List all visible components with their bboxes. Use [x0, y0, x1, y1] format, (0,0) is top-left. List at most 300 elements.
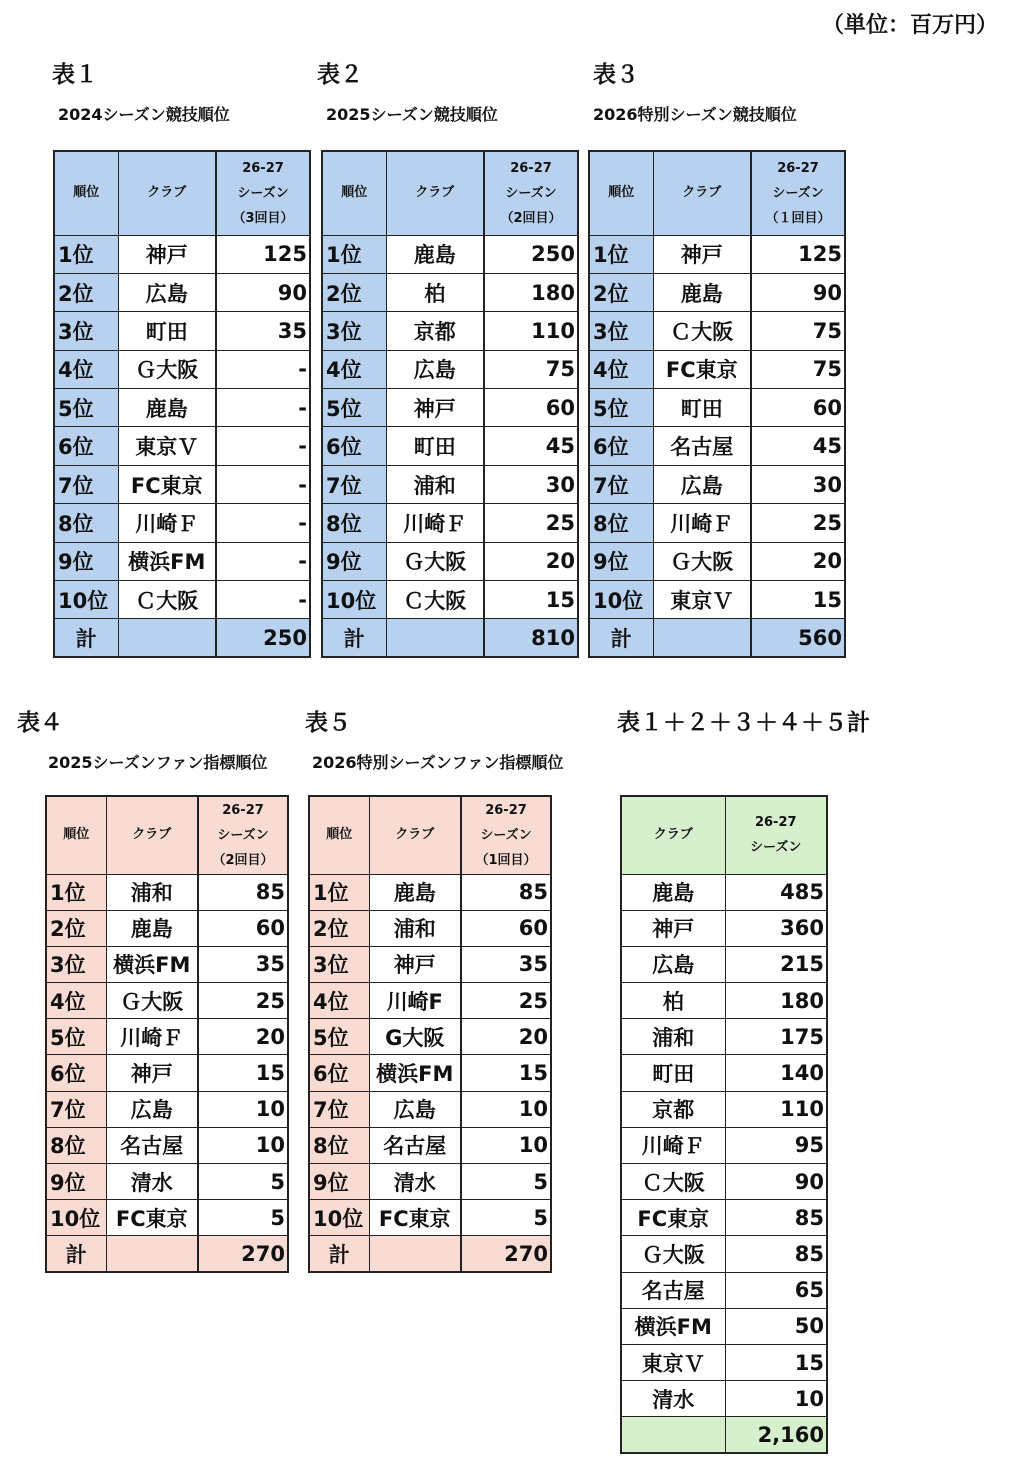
- table-row: [46, 1091, 288, 1127]
- summary-table: [620, 795, 828, 1454]
- value-cell: 60: [751, 389, 845, 427]
- header-value-line: シーズン: [505, 185, 557, 201]
- table-row: [309, 1019, 551, 1055]
- table-2-subtitle: 2025シーズン競技順位: [326, 105, 498, 124]
- total-label: 計: [589, 619, 653, 657]
- club-cell: Ｃ大阪: [118, 581, 216, 619]
- rank-cell: 3位: [322, 312, 386, 350]
- value-cell: 20: [751, 542, 845, 580]
- rank-cell: 6位: [54, 427, 118, 465]
- club-cell: 浦和: [106, 874, 198, 910]
- club-cell: 名古屋: [653, 427, 751, 465]
- table-row: [46, 1164, 288, 1200]
- table-row: [589, 581, 845, 619]
- value-cell: 60: [484, 389, 578, 427]
- club-cell: 神戸: [386, 389, 484, 427]
- table-5-title: 表５: [305, 710, 351, 736]
- table-row: [322, 350, 578, 388]
- rank-cell: 5位: [46, 1019, 106, 1055]
- value-cell: 15: [198, 1055, 288, 1091]
- header-club: クラブ: [106, 796, 198, 874]
- table-row: [322, 273, 578, 311]
- table-row: [46, 874, 288, 910]
- total-row: [621, 1417, 827, 1453]
- rank-cell: 3位: [589, 312, 653, 350]
- table-row: [322, 389, 578, 427]
- club-cell: 川崎Ｆ: [386, 504, 484, 542]
- rank-cell: 7位: [309, 1091, 369, 1127]
- table-row: [54, 581, 310, 619]
- rank-cell: 9位: [54, 542, 118, 580]
- total-label: 計: [54, 619, 118, 657]
- total-row: [54, 619, 310, 657]
- value-cell: 45: [484, 427, 578, 465]
- value-cell: 20: [198, 1019, 288, 1055]
- table-row: [589, 465, 845, 503]
- ranking-table-4: [45, 795, 289, 1273]
- rank-cell: 5位: [589, 389, 653, 427]
- table-row: [54, 465, 310, 503]
- ranking-table-1: [53, 150, 311, 658]
- table-row: [54, 235, 310, 273]
- club-cell: FC東京: [369, 1200, 461, 1236]
- value-cell: 50: [725, 1308, 827, 1344]
- value-cell: -: [216, 427, 310, 465]
- rank-cell: 9位: [309, 1164, 369, 1200]
- rank-cell: 3位: [309, 946, 369, 982]
- rank-cell: 8位: [322, 504, 386, 542]
- header-value-line: シーズン: [217, 827, 269, 843]
- table-row: [54, 273, 310, 311]
- rank-cell: 2位: [589, 273, 653, 311]
- total-row: [309, 1236, 551, 1272]
- value-cell: 75: [751, 350, 845, 388]
- header-value-line: （3回目）: [232, 210, 294, 226]
- header-rank: 順位: [322, 151, 386, 235]
- header-value: [216, 151, 310, 235]
- table-row: [621, 1381, 827, 1417]
- club-cell: Ｇ大阪: [106, 983, 198, 1019]
- rank-cell: 4位: [46, 983, 106, 1019]
- header-rank: 順位: [589, 151, 653, 235]
- table-row: [589, 542, 845, 580]
- table-row: [46, 910, 288, 946]
- value-cell: 250: [484, 235, 578, 273]
- table-row: [621, 1091, 827, 1127]
- value-cell: 20: [484, 542, 578, 580]
- total-value: 560: [751, 619, 845, 657]
- value-cell: 175: [725, 1019, 827, 1055]
- club-cell: 広島: [386, 350, 484, 388]
- club-cell: 町田: [386, 427, 484, 465]
- header-value: [461, 796, 551, 874]
- total-empty: [106, 1236, 198, 1272]
- club-cell: 神戸: [621, 910, 725, 946]
- value-cell: 45: [751, 427, 845, 465]
- value-cell: 140: [725, 1055, 827, 1091]
- value-cell: -: [216, 389, 310, 427]
- table-row: [589, 427, 845, 465]
- club-cell: 京都: [621, 1091, 725, 1127]
- rank-cell: 4位: [589, 350, 653, 388]
- total-empty: [653, 619, 751, 657]
- value-cell: 485: [725, 874, 827, 910]
- header-club: クラブ: [386, 151, 484, 235]
- club-cell: 町田: [621, 1055, 725, 1091]
- club-cell: 東京Ｖ: [621, 1344, 725, 1380]
- rank-cell: 3位: [46, 946, 106, 982]
- value-cell: 35: [461, 946, 551, 982]
- value-cell: 110: [484, 312, 578, 350]
- table-row: [46, 983, 288, 1019]
- club-cell: FC東京: [653, 350, 751, 388]
- rank-cell: 4位: [54, 350, 118, 388]
- club-cell: 名古屋: [621, 1272, 725, 1308]
- table-row: [46, 1200, 288, 1236]
- table-row: [621, 1055, 827, 1091]
- value-cell: 30: [484, 465, 578, 503]
- header-value: [484, 151, 578, 235]
- header-club: クラブ: [621, 796, 725, 874]
- rank-cell: 7位: [322, 465, 386, 503]
- rank-cell: 10位: [46, 1200, 106, 1236]
- rank-cell: 8位: [309, 1127, 369, 1163]
- rank-cell: 8位: [54, 504, 118, 542]
- rank-cell: 9位: [46, 1164, 106, 1200]
- table-row: [54, 389, 310, 427]
- ranking-table-3: [588, 150, 846, 658]
- club-cell: 清水: [106, 1164, 198, 1200]
- table-3-title: 表３: [593, 62, 639, 88]
- table-row: [322, 465, 578, 503]
- rank-cell: 2位: [54, 273, 118, 311]
- total-value: 810: [484, 619, 578, 657]
- club-cell: Ｃ大阪: [653, 312, 751, 350]
- club-cell: 神戸: [118, 235, 216, 273]
- value-cell: 10: [198, 1127, 288, 1163]
- value-cell: 65: [725, 1272, 827, 1308]
- club-cell: 川崎Ｆ: [106, 1019, 198, 1055]
- total-row: [46, 1236, 288, 1272]
- value-cell: 30: [751, 465, 845, 503]
- header-club: クラブ: [653, 151, 751, 235]
- table-row: [46, 946, 288, 982]
- total-row: [589, 619, 845, 657]
- value-cell: 85: [725, 1200, 827, 1236]
- value-cell: 180: [725, 983, 827, 1019]
- header-club: クラブ: [118, 151, 216, 235]
- total-label: 計: [309, 1236, 369, 1272]
- value-cell: 10: [461, 1127, 551, 1163]
- rank-cell: 6位: [322, 427, 386, 465]
- rank-cell: 2位: [46, 910, 106, 946]
- rank-cell: 1位: [309, 874, 369, 910]
- club-cell: Ｃ大阪: [386, 581, 484, 619]
- value-cell: 60: [198, 910, 288, 946]
- table-4-subtitle: 2025シーズンファン指標順位: [48, 753, 268, 772]
- table-row: [621, 1200, 827, 1236]
- club-cell: 浦和: [369, 910, 461, 946]
- value-cell: 25: [461, 983, 551, 1019]
- club-cell: 鹿島: [621, 874, 725, 910]
- table-row: [621, 874, 827, 910]
- club-cell: 広島: [106, 1091, 198, 1127]
- club-cell: 広島: [653, 465, 751, 503]
- total-empty: [118, 619, 216, 657]
- table-row: [309, 1200, 551, 1236]
- value-cell: 10: [725, 1381, 827, 1417]
- value-cell: 215: [725, 946, 827, 982]
- rank-cell: 6位: [589, 427, 653, 465]
- table-row: [621, 983, 827, 1019]
- header-value-line: シーズン: [237, 185, 289, 201]
- value-cell: 85: [461, 874, 551, 910]
- rank-cell: 2位: [309, 910, 369, 946]
- total-empty: [369, 1236, 461, 1272]
- table-row: [322, 312, 578, 350]
- table-row: [54, 504, 310, 542]
- header-rank: 順位: [309, 796, 369, 874]
- table-row: [621, 1019, 827, 1055]
- header-rank: 順位: [46, 796, 106, 874]
- value-cell: 85: [198, 874, 288, 910]
- value-cell: 60: [461, 910, 551, 946]
- value-cell: 35: [216, 312, 310, 350]
- header-value-line: シーズン: [772, 185, 824, 201]
- value-cell: -: [216, 504, 310, 542]
- header-value: [198, 796, 288, 874]
- table-row: [621, 1308, 827, 1344]
- table-row: [54, 350, 310, 388]
- rank-cell: 7位: [54, 465, 118, 503]
- club-cell: 川崎Ｆ: [621, 1127, 725, 1163]
- value-cell: 35: [198, 946, 288, 982]
- value-cell: 95: [725, 1127, 827, 1163]
- value-cell: 90: [725, 1164, 827, 1200]
- value-cell: 75: [484, 350, 578, 388]
- rank-cell: 1位: [46, 874, 106, 910]
- club-cell: Ｇ大阪: [621, 1236, 725, 1272]
- table-row: [309, 874, 551, 910]
- total-value: 250: [216, 619, 310, 657]
- club-cell: 東京Ｖ: [118, 427, 216, 465]
- rank-cell: 8位: [589, 504, 653, 542]
- club-cell: 柏: [386, 273, 484, 311]
- club-cell: 横浜FM: [621, 1308, 725, 1344]
- club-cell: 神戸: [106, 1055, 198, 1091]
- rank-cell: 7位: [46, 1091, 106, 1127]
- table-row: [621, 1272, 827, 1308]
- value-cell: 5: [461, 1164, 551, 1200]
- value-cell: 25: [751, 504, 845, 542]
- header-value-line: （2回目）: [212, 852, 274, 868]
- club-cell: 清水: [621, 1381, 725, 1417]
- rank-cell: 6位: [46, 1055, 106, 1091]
- club-cell: G大阪: [369, 1019, 461, 1055]
- value-cell: 15: [751, 581, 845, 619]
- club-cell: 川崎F: [369, 983, 461, 1019]
- table-row: [309, 983, 551, 1019]
- table-row: [309, 1164, 551, 1200]
- value-cell: 85: [725, 1236, 827, 1272]
- table-row: [309, 946, 551, 982]
- table-4-title: 表４: [17, 710, 63, 736]
- rank-cell: 10位: [309, 1200, 369, 1236]
- summary-title: 表１＋２＋３＋４＋５計: [617, 710, 870, 736]
- value-cell: 90: [751, 273, 845, 311]
- rank-cell: 10位: [322, 581, 386, 619]
- club-cell: 名古屋: [106, 1127, 198, 1163]
- table-row: [322, 542, 578, 580]
- club-cell: Ｇ大阪: [653, 542, 751, 580]
- value-cell: 180: [484, 273, 578, 311]
- rank-cell: 4位: [309, 983, 369, 1019]
- header-value-line: 26-27: [510, 160, 552, 176]
- rank-cell: 4位: [322, 350, 386, 388]
- header-value-line: 26-27: [222, 802, 264, 818]
- value-cell: 15: [484, 581, 578, 619]
- club-cell: 広島: [118, 273, 216, 311]
- club-cell: 柏: [621, 983, 725, 1019]
- ranking-table-5: [308, 795, 552, 1273]
- header-value-line: 26-27: [485, 802, 527, 818]
- header-club: クラブ: [369, 796, 461, 874]
- table-row: [589, 504, 845, 542]
- value-cell: 5: [461, 1200, 551, 1236]
- rank-cell: 5位: [54, 389, 118, 427]
- table-row: [309, 910, 551, 946]
- club-cell: 横浜FM: [118, 542, 216, 580]
- club-cell: 広島: [621, 946, 725, 982]
- table-row: [589, 273, 845, 311]
- header-value: [725, 796, 827, 874]
- club-cell: FC東京: [106, 1200, 198, 1236]
- total-value: 270: [461, 1236, 551, 1272]
- rank-cell: 5位: [309, 1019, 369, 1055]
- club-cell: FC東京: [118, 465, 216, 503]
- value-cell: 125: [216, 235, 310, 273]
- table-row: [589, 350, 845, 388]
- value-cell: 25: [198, 983, 288, 1019]
- header-value-line: （2回目）: [500, 210, 562, 226]
- table-row: [54, 312, 310, 350]
- header-value-line: （1回目）: [475, 852, 537, 868]
- value-cell: 10: [198, 1091, 288, 1127]
- unit-label: （単位：百万円）: [821, 13, 998, 38]
- rank-cell: 10位: [54, 581, 118, 619]
- club-cell: 浦和: [621, 1019, 725, 1055]
- ranking-table-2: [321, 150, 579, 658]
- value-cell: 15: [461, 1055, 551, 1091]
- table-row: [46, 1019, 288, 1055]
- header-value-line: シーズン: [750, 840, 802, 856]
- table-row: [322, 235, 578, 273]
- rank-cell: 1位: [54, 235, 118, 273]
- table-row: [621, 910, 827, 946]
- rank-cell: 2位: [322, 273, 386, 311]
- table-row: [589, 389, 845, 427]
- table-5-subtitle: 2026特別シーズンファン指標順位: [312, 753, 564, 772]
- rank-cell: 7位: [589, 465, 653, 503]
- rank-cell: 9位: [589, 542, 653, 580]
- table-3-subtitle: 2026特別シーズン競技順位: [593, 105, 797, 124]
- rank-cell: 10位: [589, 581, 653, 619]
- total-row: [322, 619, 578, 657]
- club-cell: 鹿島: [653, 273, 751, 311]
- table-row: [309, 1055, 551, 1091]
- table-row: [322, 504, 578, 542]
- rank-cell: 8位: [46, 1127, 106, 1163]
- value-cell: -: [216, 542, 310, 580]
- club-cell: 鹿島: [118, 389, 216, 427]
- club-cell: 町田: [653, 389, 751, 427]
- club-cell: Ｇ大阪: [386, 542, 484, 580]
- header-value-line: （１回目）: [765, 210, 831, 226]
- rank-cell: 5位: [322, 389, 386, 427]
- value-cell: 90: [216, 273, 310, 311]
- rank-cell: 1位: [322, 235, 386, 273]
- table-row: [322, 427, 578, 465]
- table-row: [589, 235, 845, 273]
- header-value: [751, 151, 845, 235]
- total-label: 計: [46, 1236, 106, 1272]
- club-cell: 神戸: [369, 946, 461, 982]
- total-label: 計: [322, 619, 386, 657]
- total-value: 2,160: [725, 1417, 827, 1453]
- value-cell: 125: [751, 235, 845, 273]
- total-value: 270: [198, 1236, 288, 1272]
- club-cell: 町田: [118, 312, 216, 350]
- value-cell: -: [216, 465, 310, 503]
- value-cell: 25: [484, 504, 578, 542]
- value-cell: 5: [198, 1200, 288, 1236]
- rank-cell: 1位: [589, 235, 653, 273]
- club-cell: 横浜FM: [369, 1055, 461, 1091]
- table-row: [621, 1344, 827, 1380]
- header-value-line: 26-27: [242, 160, 284, 176]
- club-cell: Ｇ大阪: [118, 350, 216, 388]
- rank-cell: 6位: [309, 1055, 369, 1091]
- value-cell: 20: [461, 1019, 551, 1055]
- header-rank: 順位: [54, 151, 118, 235]
- table-1-subtitle: 2024シーズン競技順位: [58, 105, 230, 124]
- value-cell: 360: [725, 910, 827, 946]
- table-row: [621, 1127, 827, 1163]
- club-cell: 名古屋: [369, 1127, 461, 1163]
- value-cell: 10: [461, 1091, 551, 1127]
- header-value-line: 26-27: [777, 160, 819, 176]
- value-cell: -: [216, 581, 310, 619]
- table-row: [589, 312, 845, 350]
- table-row: [322, 581, 578, 619]
- table-row: [621, 946, 827, 982]
- club-cell: 川崎Ｆ: [118, 504, 216, 542]
- club-cell: 京都: [386, 312, 484, 350]
- club-cell: 広島: [369, 1091, 461, 1127]
- rank-cell: 9位: [322, 542, 386, 580]
- total-empty: [621, 1417, 725, 1453]
- value-cell: 5: [198, 1164, 288, 1200]
- value-cell: 110: [725, 1091, 827, 1127]
- club-cell: 鹿島: [106, 910, 198, 946]
- total-empty: [386, 619, 484, 657]
- table-row: [54, 427, 310, 465]
- club-cell: 浦和: [386, 465, 484, 503]
- club-cell: FC東京: [621, 1200, 725, 1236]
- club-cell: 川崎Ｆ: [653, 504, 751, 542]
- table-row: [309, 1091, 551, 1127]
- table-row: [621, 1236, 827, 1272]
